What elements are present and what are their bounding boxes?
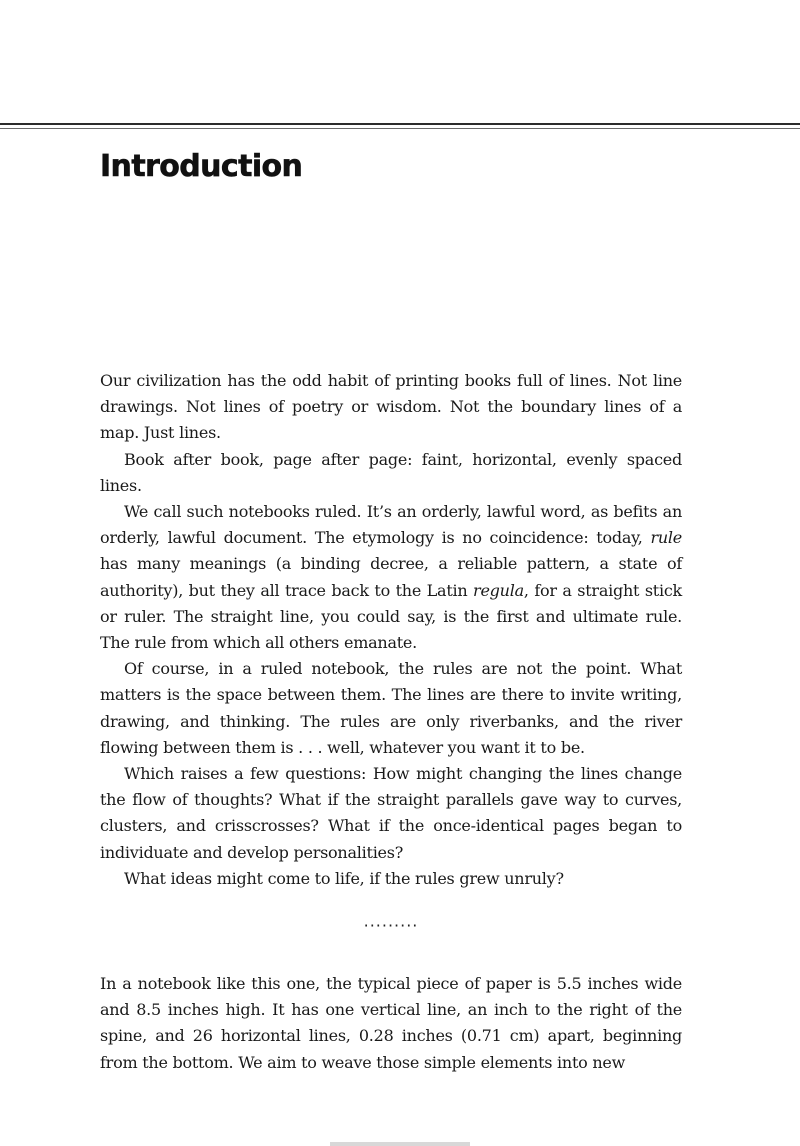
paragraph-3 <box>100 499 682 656</box>
chapter-title: Introduction <box>100 149 303 184</box>
paragraph-1: Our civilization has the odd habit of printing books full of lines. Not line drawings. Not lines of poetry or wisdom. Not the boundary lines of a map. Just lines. <box>100 371 682 443</box>
header-rule-thick <box>0 123 800 125</box>
header-rule-thin <box>0 128 800 129</box>
paragraph-7: In a notebook like this one, the typical piece of paper is 5.5 inches wide and 8.5 inches high. It has one vertical line, an inch to the right of the spine, and 26 horizontal lines, 0.28 inches (0.71 cm) apart, beginning from the bottom. We aim to weave those simple elements into new <box>100 974 682 1072</box>
intro-section <box>100 368 682 892</box>
paragraph-3-text-a: We call such notebooks ruled. It’s an orderly, lawful word, as befits an orderly, lawful document. The etymology is no coincidence: today, <box>100 502 682 548</box>
paragraph-3-text-b: has many meanings (a binding decree, a reliable pattern, a state of authority), but they all trace back to the Latin <box>100 554 682 600</box>
paragraph-4: Of course, in a ruled notebook, the rules are not the point. What matters is the space between them. The lines are there to invite writing, drawing, and thinking. The rules are only riverbanks, and the river flowing between them is . . . well, whatever you want it to be. <box>100 659 682 757</box>
paragraph-3-italic-regula: regula <box>473 580 524 600</box>
section-separator: ········· <box>363 916 419 935</box>
paragraph-2: Book after book, page after page: faint, horizontal, evenly spaced lines. <box>100 449 682 495</box>
paragraph-3-text-c: , for a straight stick or ruler. The straight line, you could say, is the first and ultimate rule. The rule from which all others emanate. <box>100 580 682 653</box>
notebook-section <box>100 971 682 1076</box>
paragraph-5: Which raises a few questions: How might changing the lines change the flow of thoughts? What if the straight parallels gave way to curves, clusters, and crisscrosses? What if the once-identical pages began to individuate and develop personalities? <box>100 764 682 862</box>
paragraph-6: What ideas might come to life, if the rules grew unruly? <box>124 868 564 888</box>
paragraph-3-italic-rule: rule <box>650 528 682 548</box>
page-footer-mark <box>330 1142 470 1146</box>
